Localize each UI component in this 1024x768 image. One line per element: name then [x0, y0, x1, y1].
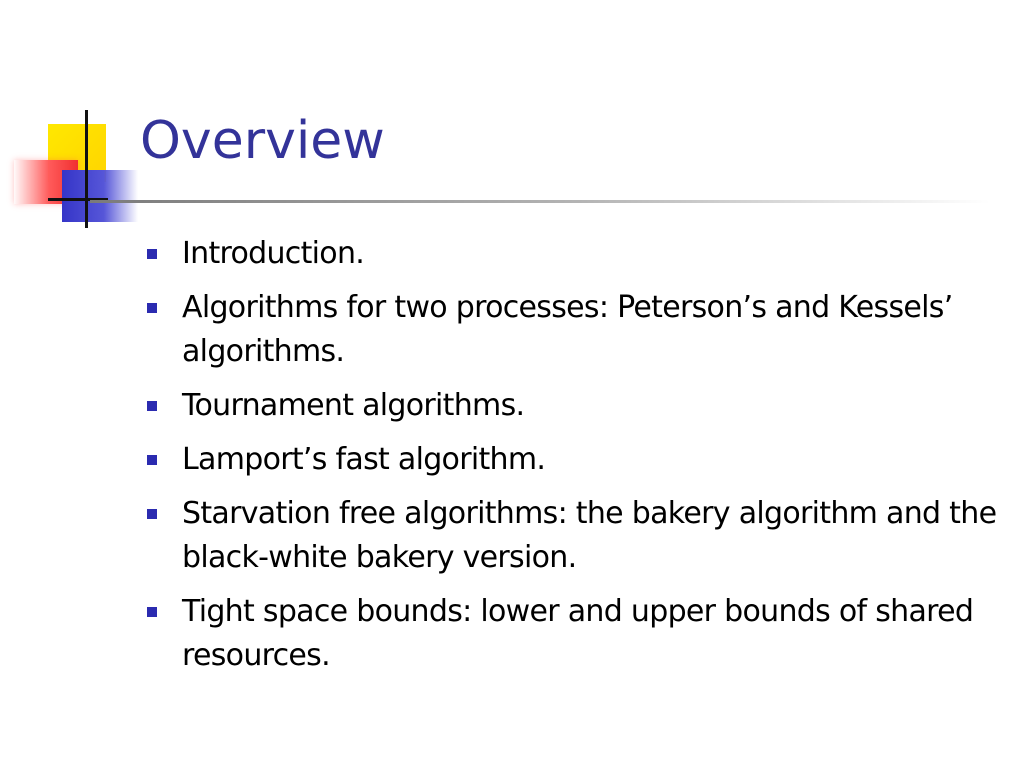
bullet-text: Starvation free algorithms: the bakery algorithm and the black-white bakery version.: [182, 496, 997, 575]
vertical-rule: [85, 110, 88, 228]
square-bullet-icon: [147, 249, 157, 259]
decorative-logo-icon: [0, 0, 140, 240]
bullet-item: [145, 590, 1005, 678]
square-bullet-icon: [147, 509, 157, 519]
bullet-text: Tournament algorithms.: [182, 388, 525, 423]
slide-title: Overview: [140, 111, 385, 171]
title-underline: [90, 200, 990, 203]
bullet-text: Tight space bounds: lower and upper bounds of shared resources.: [182, 594, 974, 673]
bullet-text: Introduction.: [182, 236, 365, 271]
bullet-item: [145, 286, 1005, 374]
square-bullet-icon: [147, 607, 157, 617]
square-bullet-icon: [147, 401, 157, 411]
square-bullet-icon: [147, 455, 157, 465]
square-bullet-icon: [147, 303, 157, 313]
bullet-item: [145, 438, 1005, 482]
bullet-item: [145, 232, 1005, 276]
blue-square: [62, 170, 138, 222]
bullet-item: [145, 492, 1005, 580]
bullet-list: [145, 232, 1005, 688]
bullet-text: Algorithms for two processes: Peterson’s and Kessels’ algorithms.: [182, 290, 953, 369]
bullet-text: Lamport’s fast algorithm.: [182, 442, 546, 477]
bullet-item: [145, 384, 1005, 428]
